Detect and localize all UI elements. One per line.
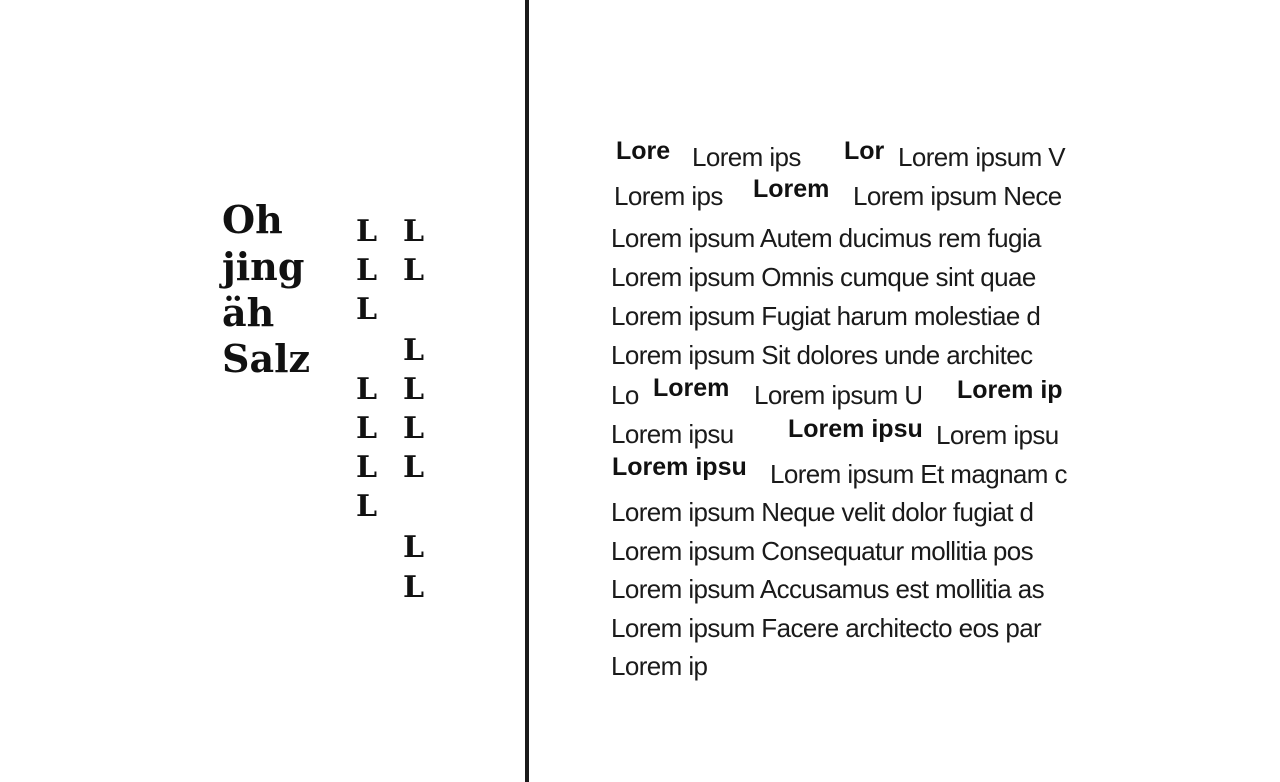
serif-letter: L — [356, 214, 378, 249]
body-text: Lorem ipsu — [611, 419, 734, 449]
bold-text: Lorem ip — [957, 376, 1063, 404]
body-text: Lo — [611, 380, 639, 410]
bold-text: Lorem ipsu — [788, 415, 923, 443]
serif-letter: L — [403, 333, 425, 368]
serif-letter: L — [356, 372, 378, 407]
serif-letter: L — [403, 214, 425, 249]
serif-letter: L — [356, 253, 378, 288]
vertical-divider — [525, 0, 529, 782]
body-text: Lorem ips — [614, 181, 723, 211]
serif-letter: L — [356, 292, 378, 327]
bold-text: Lorem — [753, 175, 830, 203]
body-text: Lorem ipsum Omnis cumque sint quae — [611, 262, 1036, 292]
serif-letter: L — [403, 372, 425, 407]
serif-letter: L — [403, 450, 425, 485]
body-text: Lorem ipsum Consequatur mollitia pos — [611, 536, 1034, 566]
body-text: Lorem ipsum Facere architecto eos par — [611, 613, 1042, 643]
serif-word: Oh — [222, 197, 283, 242]
serif-letter: L — [403, 253, 425, 288]
bold-text: Lor — [844, 137, 885, 165]
serif-letter: L — [356, 489, 378, 524]
body-text: Lorem ipsum Accusamus est mollitia as — [611, 574, 1044, 604]
body-text: Lorem ipsum Autem ducimus rem fugia — [611, 223, 1041, 253]
body-text: Lorem ipsu — [936, 420, 1059, 450]
serif-letter: L — [403, 530, 425, 565]
bold-text: Lorem ipsu — [612, 453, 747, 481]
body-text: Lorem ipsum U — [754, 380, 923, 410]
serif-word: Salz — [222, 336, 311, 381]
serif-letter: L — [356, 411, 378, 446]
bold-text: Lorem — [653, 374, 730, 402]
serif-letter: L — [356, 450, 378, 485]
body-text: Lorem ip — [611, 651, 708, 681]
body-text: Lorem ips — [692, 142, 801, 172]
serif-word: jing — [222, 244, 305, 289]
serif-letter: L — [403, 411, 425, 446]
serif-letter: L — [403, 570, 425, 605]
body-text: Lorem ipsum V — [898, 142, 1066, 172]
serif-word: äh — [222, 290, 275, 335]
body-text: Lorem ipsum Nece — [853, 181, 1062, 211]
body-text: Lorem ipsum Fugiat harum molestiae d — [611, 301, 1041, 331]
body-text: Lorem ipsum Et magnam c — [770, 459, 1067, 489]
body-text: Lorem ipsum Neque velit dolor fugiat d — [611, 497, 1034, 527]
bold-text: Lore — [616, 137, 671, 165]
body-text: Lorem ipsum Sit dolores unde architec — [611, 340, 1033, 370]
